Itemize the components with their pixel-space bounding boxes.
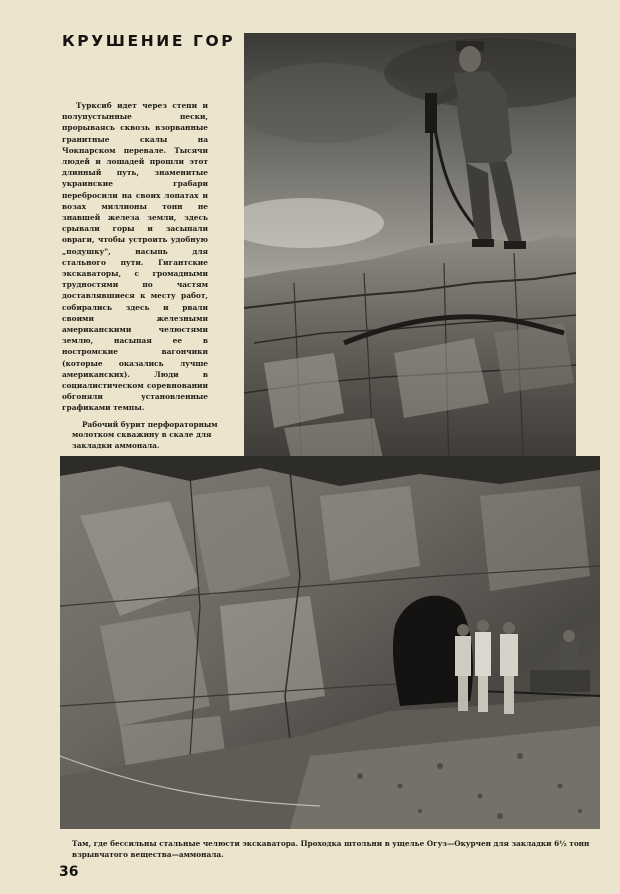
worker-drilling-image — [244, 33, 576, 472]
worker-drilling-photo — [244, 33, 576, 472]
tunnel-rock-face-photo — [60, 456, 600, 829]
top-photo-caption: Рабочий бурит перфораторным молотком скважину в скале для закладки аммонала. — [72, 420, 218, 450]
bottom-photo-caption: Там, где бессильны стальные челюсти экскаватора. Проходка штольни в ущелье Огуз—Окурчен для закладки 6½ тонн взрывчатого вещества—аммонала. — [72, 839, 590, 859]
article-body-text: Турксиб идет через степи и полупустынные пески, прорываясь сквозь взорванные гранитные скалы на Чокпарском перевале. Тысячи людей и лошадей прошли этот длинный путь, знаменитые украинские грабари перебросили на своих лопатах и возах миллионы тонн не знавшей железа земли, здесь срывали горы и засыпали овраги, чтобы устроить удобную „подушку", насыпь для стального пути. Гигантские экскаваторы, с громадными трудностями по частям доставлявшиеся к месту работ, собирались здесь и рвали своими железными американскими челюстями землю, насыпая ее в ностромские вагончики (которые оказались лучше американских). Люди в социалистическом соревновании обгоняли установленные графиками темпы. — [62, 101, 208, 413]
page-title: КРУШЕНИЕ ГОР — [62, 32, 236, 50]
page-number: 36 — [59, 864, 79, 880]
tunnel-rock-face-image — [60, 456, 600, 829]
